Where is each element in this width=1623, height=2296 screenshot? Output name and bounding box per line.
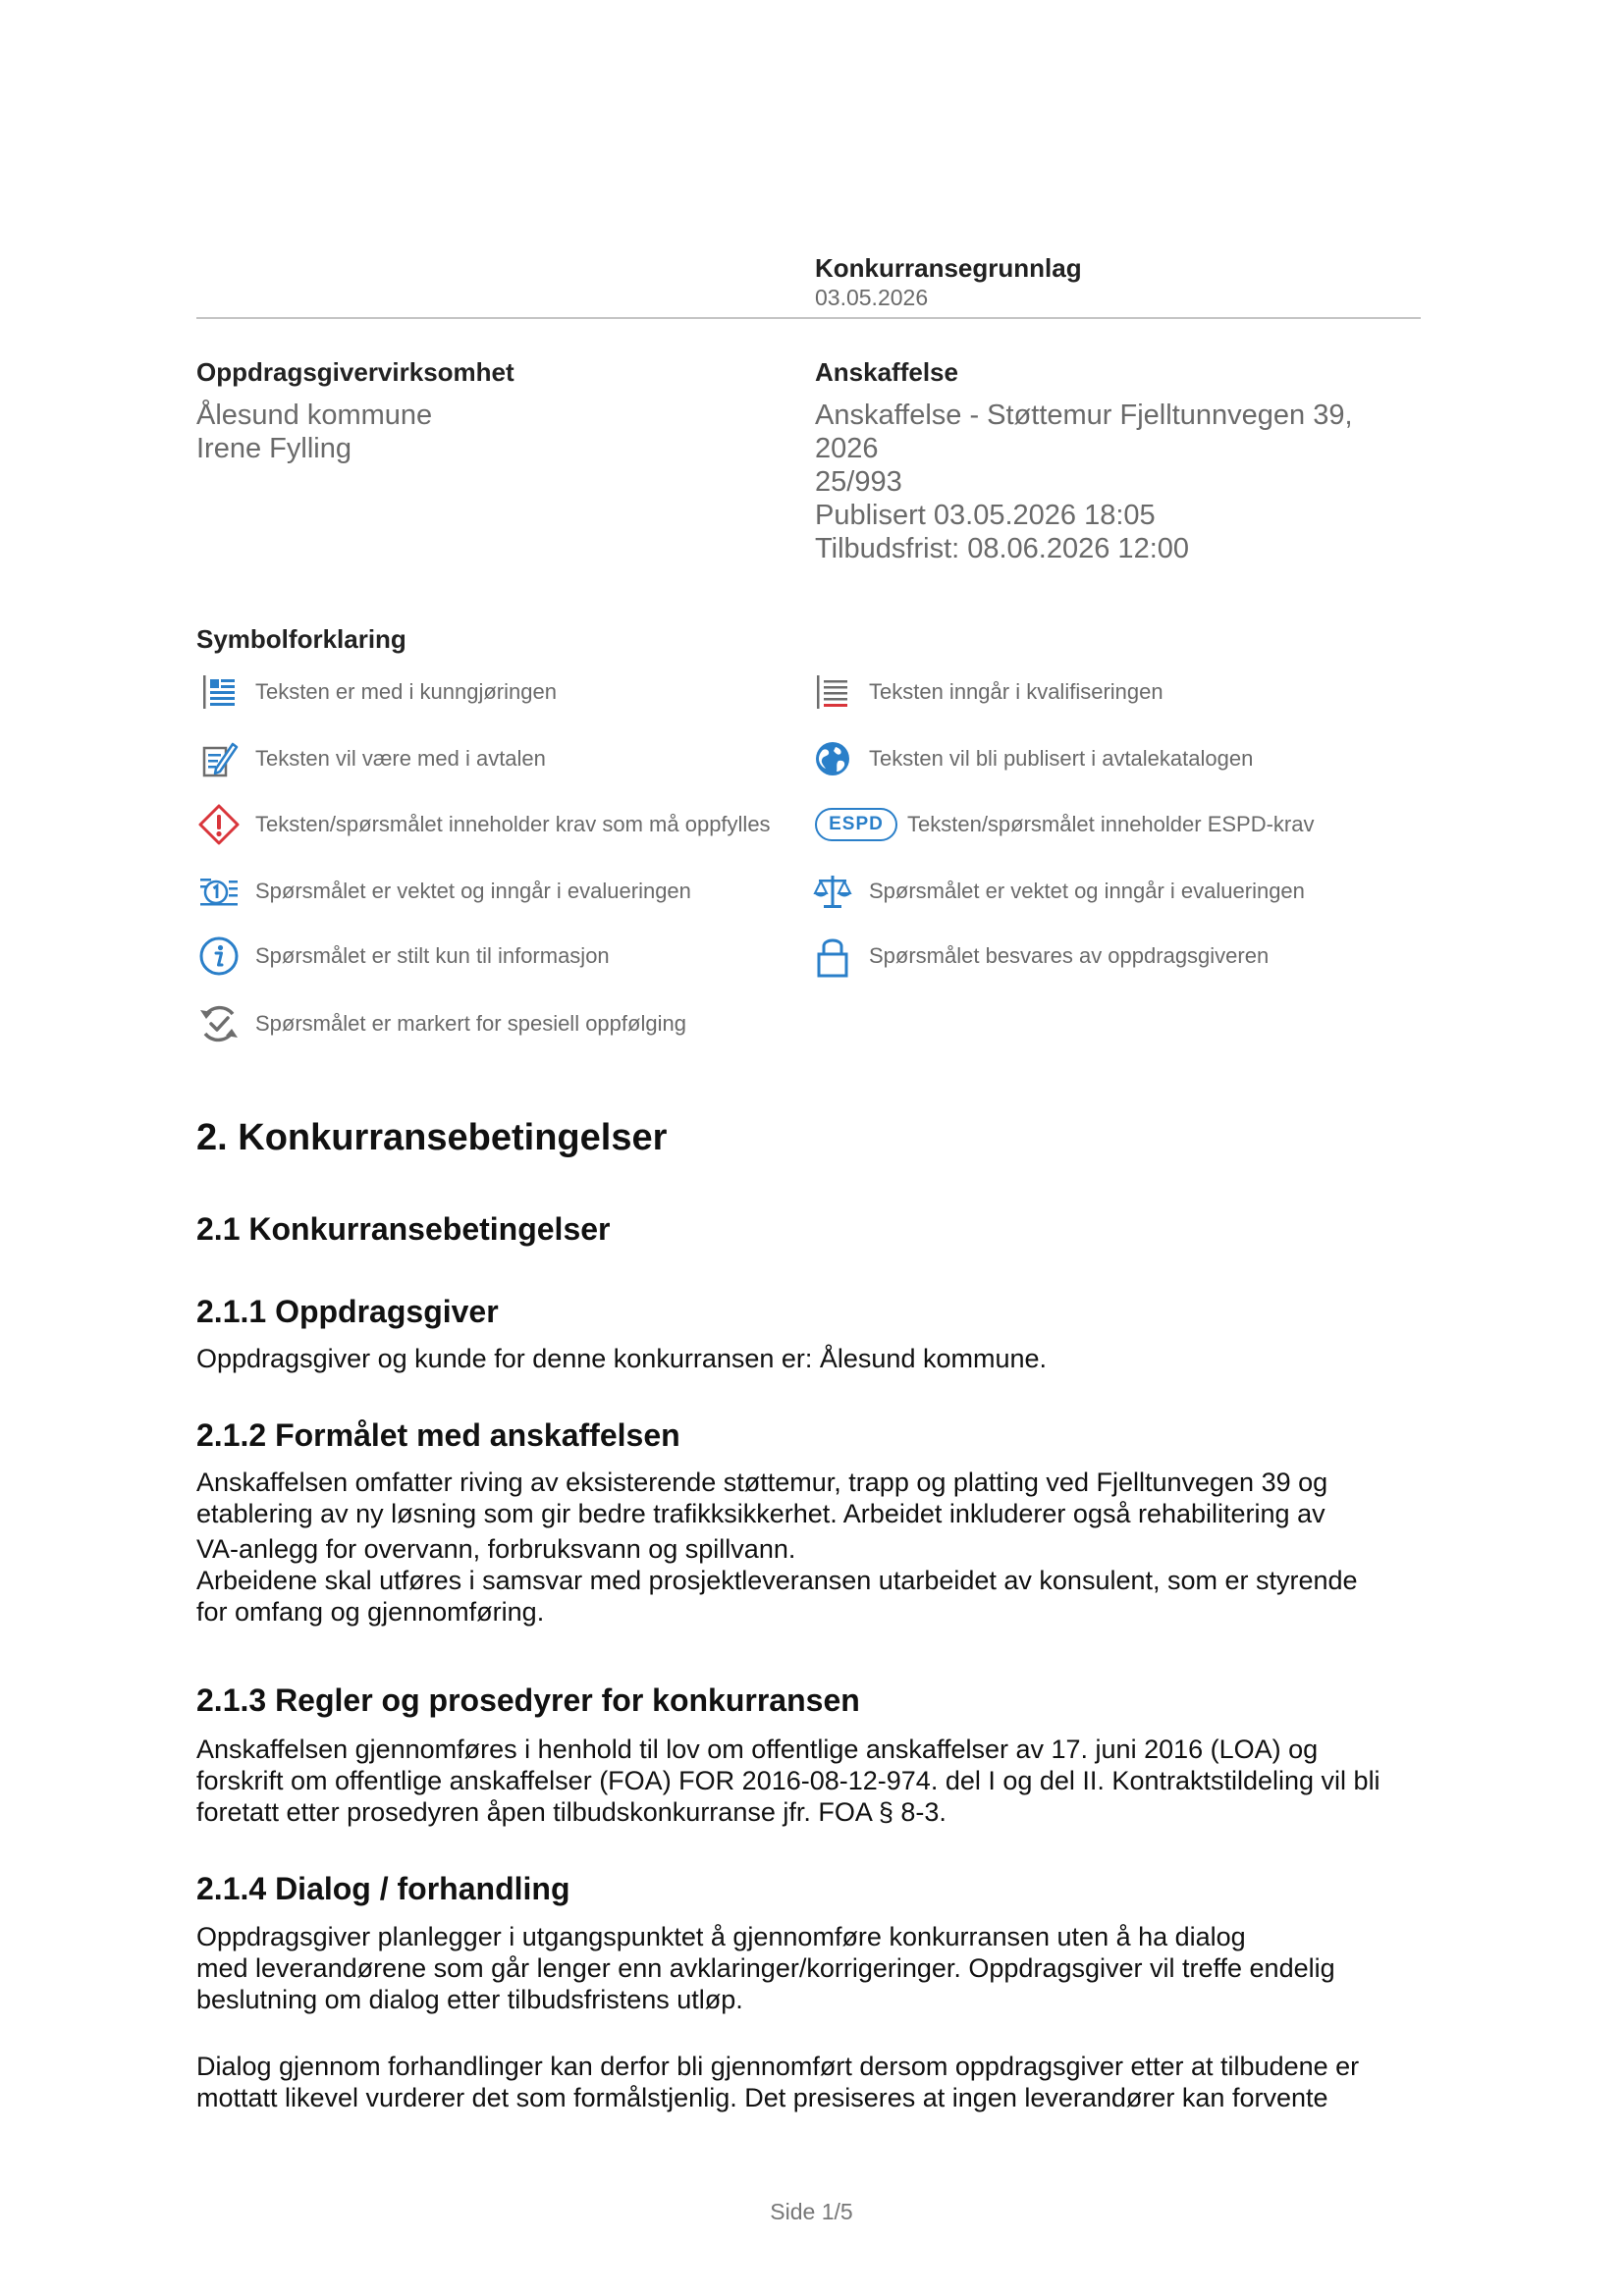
heading-oppdragsgiver: 2.1.1 Oppdragsgiver <box>196 1294 499 1329</box>
heading-formaal: 2.1.2 Formålet med anskaffelsen <box>196 1417 680 1453</box>
procurement-deadline: Tilbudsfrist: 08.06.2026 12:00 <box>815 533 1190 564</box>
lock-icon <box>810 934 855 979</box>
procurement-ref: 25/993 <box>815 466 902 498</box>
legend-text: Spørsmålet er markert for spesiell oppfølging <box>255 1011 686 1036</box>
text-line: Oppdragsgiver og kunde for denne konkurransen er: Ålesund kommune. <box>196 1344 1048 1373</box>
legend-item-info <box>196 934 610 979</box>
paragraph-formaal <box>196 1467 1434 1628</box>
section-heading-konkurransebetingelser: 2. Konkurransebetingelser <box>196 1117 668 1158</box>
legend-text: Teksten vil bli publisert i avtalekatalogen <box>869 746 1254 771</box>
espd-badge-icon: ESPD <box>815 808 897 841</box>
legend-text: Spørsmålet er stilt kun til informasjon <box>255 943 610 968</box>
warning-diamond-icon <box>196 802 242 847</box>
paragraph-dialog-2 <box>196 2051 1434 2113</box>
buyer-name: Ålesund kommune <box>196 400 433 431</box>
text-line: Dialog gjennom forhandlinger kan derfor bli gjennomført dersom oppdragsgiver etter at tilbudene er <box>196 2052 1360 2081</box>
heading-regler-prosedyrer: 2.1.3 Regler og prosedyrer for konkurransen <box>196 1682 860 1718</box>
buyer-heading: Oppdragsgivervirksomhet <box>196 357 514 387</box>
contract-pen-icon <box>196 736 242 781</box>
legend-text: Spørsmålet er vektet og inngår i evalueringen <box>869 879 1305 903</box>
paragraph-dialog-1 <box>196 1921 1434 2015</box>
document-type: Konkurransegrunnlag <box>815 253 1082 283</box>
text-line: mottatt likevel vurderer det som formålstjenlig. Det presiseres at ingen leverandører kan forvente <box>196 2083 1328 2112</box>
paragraph-regler-prosedyrer <box>196 1734 1434 1828</box>
procurement-heading: Anskaffelse <box>815 357 958 387</box>
legend-item-catalogue <box>810 736 1253 781</box>
scales-icon <box>810 869 855 914</box>
legend-item-follow-up <box>196 1001 686 1046</box>
legend-text: Teksten er med i kunngjøringen <box>255 679 557 704</box>
text-line: med leverandørene som går lenger enn avklaringer/korrigeringer. Oppdragsgiver vil treffe endelig <box>196 1953 1335 1983</box>
text-line: forskrift om offentlige anskaffelser (FOA) FOR 2016-08-12-974. del I og del II. Kontraktstildeling vil bli <box>196 1766 1380 1795</box>
procurement-details <box>815 399 1353 565</box>
text-line: etablering av ny løsning som gir bedre trafikksikkerhet. Arbeidet inkluderer også rehabilitering av <box>196 1499 1325 1528</box>
text-line: Anskaffelsen omfatter riving av eksisterende støttemur, trapp og platting ved Fjelltunvegen 39 og <box>196 1468 1328 1497</box>
buyer-details <box>196 399 432 465</box>
text-line: beslutning om dialog etter tilbudsfristens utløp. <box>196 1985 743 2014</box>
legend-text: Teksten vil være med i avtalen <box>255 746 546 771</box>
procurement-published: Publisert 03.05.2026 18:05 <box>815 500 1156 531</box>
legend-item-scales <box>810 869 1305 914</box>
qualification-list-icon <box>810 669 855 715</box>
legend-text: Spørsmålet er vektet og inngår i evalueringen <box>255 879 691 903</box>
subsection-heading-konkurransebetingelser: 2.1 Konkurransebetingelser <box>196 1211 611 1247</box>
paragraph-oppdragsgiver <box>196 1343 1434 1374</box>
header-divider <box>196 317 1421 319</box>
legend-item-announcement <box>196 669 557 715</box>
text-line: Oppdragsgiver planlegger i utgangspunktet å gjennomføre konkurransen uten å ha dialog <box>196 1922 1246 1951</box>
buyer-contact: Irene Fylling <box>196 433 352 464</box>
legend-item-espd <box>815 802 1315 847</box>
legend-text: Teksten/spørsmålet inneholder krav som må oppfylles <box>255 812 771 836</box>
legend-item-contract <box>196 736 546 781</box>
weighted-list-icon <box>196 869 242 914</box>
procurement-title: Anskaffelse - Støttemur Fjelltunnvegen 39, <box>815 400 1353 431</box>
document-date: 03.05.2026 <box>815 285 929 310</box>
page-number: Side 1/5 <box>770 2199 853 2224</box>
procurement-year: 2026 <box>815 433 879 464</box>
info-icon <box>196 934 242 979</box>
globe-icon <box>810 736 855 781</box>
legend-item-qualification <box>810 669 1163 715</box>
text-line: Anskaffelsen gjennomføres i henhold til lov om offentlige anskaffelser av 17. juni 2016 (LOA) og <box>196 1735 1319 1764</box>
text-line: foretatt etter prosedyren åpen tilbudskonkurranse jfr. FOA § 8-3. <box>196 1797 947 1827</box>
follow-up-check-icon <box>196 1001 242 1046</box>
legend-text: Spørsmålet besvares av oppdragsgiveren <box>869 943 1270 968</box>
legend-title: Symbolforklaring <box>196 624 406 654</box>
legend-item-lock <box>810 934 1269 979</box>
text-line: Arbeidene skal utføres i samsvar med prosjektleveransen utarbeidet av konsulent, som er styrende <box>196 1566 1358 1595</box>
text-line: VA-anlegg for overvann, forbruksvann og spillvann. <box>196 1534 796 1564</box>
legend-item-requirement <box>196 802 771 847</box>
legend-text: Teksten inngår i kvalifiseringen <box>869 679 1163 704</box>
legend-text: Teksten/spørsmålet inneholder ESPD-krav <box>907 812 1315 836</box>
text-line: for omfang og gjennomføring. <box>196 1597 545 1627</box>
announcement-icon <box>196 669 242 715</box>
legend-item-weighted <box>196 869 691 914</box>
heading-dialog-forhandling: 2.1.4 Dialog / forhandling <box>196 1871 570 1906</box>
